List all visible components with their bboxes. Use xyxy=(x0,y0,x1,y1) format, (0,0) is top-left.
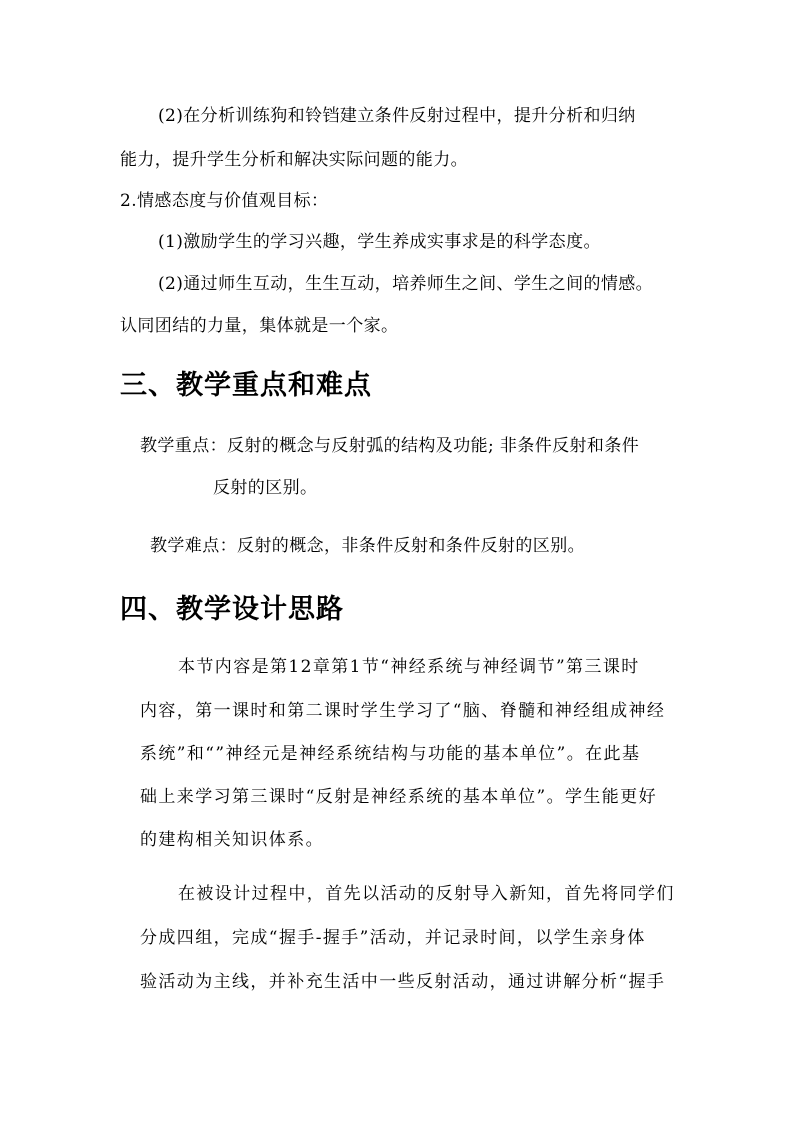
section-4-heading: 四、教学设计思路 xyxy=(120,594,344,625)
paragraph-1-line-1: 本节内容是第12章第1节“神经系统与神经调节”第三课时 xyxy=(178,657,640,677)
paragraph-1-line-4: 础上来学习第三课时“反射是神经系统的基本单位”。学生能更好 xyxy=(140,787,657,807)
affective-item-2-line-2: 认同团结的力量，集体就是一个家。 xyxy=(120,316,399,336)
paragraph-1-line-2: 内容，第一课时和第二课时学生学习了“脑、脊髓和神经组成神经 xyxy=(140,701,666,721)
affective-item-1: (1)激励学生的学习兴趣，学生养成实事求是的科学态度。 xyxy=(158,232,601,252)
paragraph-2-line-2: 分成四组，完成“握手-握手”活动，并记录时间，以学生亲身体 xyxy=(140,928,646,948)
key-points-line-1: 教学重点：反射的概念与反射弧的结构及功能; 非条件反射和条件 xyxy=(140,436,640,456)
difficulty-points: 教学难点：反射的概念，非条件反射和条件反射的区别。 xyxy=(150,536,585,556)
affective-objectives-heading: 2.情感态度与价值观目标： xyxy=(120,191,329,211)
affective-item-2-line-1: (2)通过师生互动，生生互动，培养师生之间、学生之间的情感。 xyxy=(158,274,654,294)
key-points-line-2: 反射的区别。 xyxy=(213,478,318,498)
paragraph-2-line-1: 在被设计过程中，首先以活动的反射导入新知，首先将同学们 xyxy=(178,884,675,904)
objective-item-2-line-1: (2)在分析训练狗和铃铛建立条件反射过程中，提升分析和归纳 xyxy=(158,106,636,126)
paragraph-1-line-5: 的建构相关知识体系。 xyxy=(140,830,324,850)
objective-item-2-line-2: 能力，提升学生分析和解决实际问题的能力。 xyxy=(120,150,468,170)
paragraph-2-line-3: 验活动为主线，并补充生活中一些反射活动，通过讲解分析“握手 xyxy=(140,972,666,992)
paragraph-1-line-3: 系统”和“”神经元是神经系统结构与功能的基本单位”。在此基 xyxy=(140,744,641,764)
section-3-heading: 三、教学重点和难点 xyxy=(120,370,372,401)
